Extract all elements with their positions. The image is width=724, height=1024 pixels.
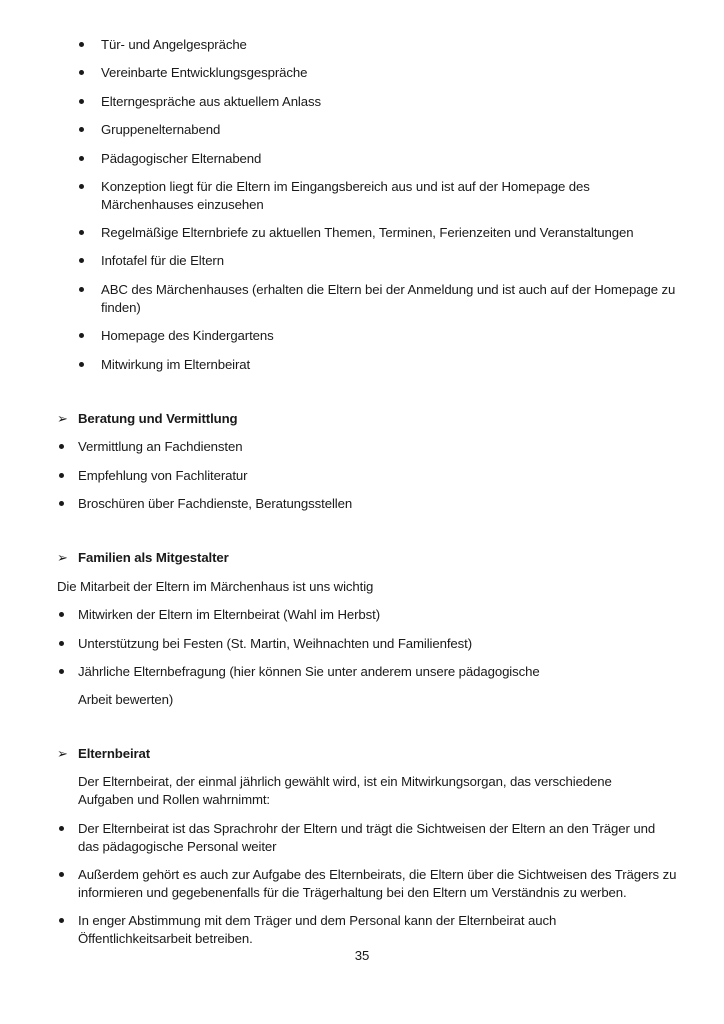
list-item-continuation: Märchenhauses einzusehen bbox=[101, 197, 264, 212]
list-item: ABC des Märchenhauses (erhalten die Eltern bei der Anmeldung und ist auch auf der Homepage zu bbox=[101, 282, 676, 297]
bullet-icon bbox=[59, 473, 64, 478]
list-item: Mitwirken der Eltern im Elternbeirat (Wahl im Herbst) bbox=[78, 607, 380, 622]
bullet-icon bbox=[59, 641, 64, 646]
bullet-icon bbox=[79, 156, 84, 161]
bullet-icon bbox=[59, 612, 64, 617]
list-item: Vermittlung an Fachdiensten bbox=[78, 439, 243, 454]
bullet-icon bbox=[79, 184, 84, 189]
list-item: Konzeption liegt für die Eltern im Eingangsbereich aus und ist auf der Homepage des bbox=[101, 179, 590, 194]
bullet-icon bbox=[79, 70, 84, 75]
list-item: Gruppenelternabend bbox=[101, 122, 221, 137]
list-item: Empfehlung von Fachliteratur bbox=[78, 468, 248, 483]
section-heading: Beratung und Vermittlung bbox=[78, 411, 238, 426]
arrow-bullet-icon: ➢ bbox=[57, 550, 68, 565]
list-item: Vereinbarte Entwicklungsgespräche bbox=[101, 65, 308, 80]
bullet-icon bbox=[79, 362, 84, 367]
bullet-icon bbox=[59, 501, 64, 506]
list-item-continuation: finden) bbox=[101, 300, 141, 315]
bullet-icon bbox=[79, 127, 84, 132]
bullet-icon bbox=[79, 258, 84, 263]
bullet-icon bbox=[59, 444, 64, 449]
bullet-icon bbox=[79, 230, 84, 235]
bullet-icon bbox=[59, 669, 64, 674]
page-number: 35 bbox=[354, 948, 370, 963]
section-heading: Familien als Mitgestalter bbox=[78, 550, 229, 565]
section-intro: Der Elternbeirat, der einmal jährlich gewählt wird, ist ein Mitwirkungsorgan, das verschiedene bbox=[78, 774, 612, 789]
list-item: Unterstützung bei Festen (St. Martin, Weihnachten und Familienfest) bbox=[78, 636, 472, 651]
list-item-continuation: das pädagogische Personal weiter bbox=[78, 839, 277, 854]
section-heading: Elternbeirat bbox=[78, 746, 151, 761]
bullet-icon bbox=[79, 42, 84, 47]
list-item-continuation: Öffentlichkeitsarbeit betreiben. bbox=[78, 931, 253, 946]
bullet-icon bbox=[79, 99, 84, 104]
list-item: In enger Abstimmung mit dem Träger und dem Personal kann der Elternbeirat auch bbox=[78, 913, 557, 928]
section-intro-continuation: Aufgaben und Rollen wahrnimmt: bbox=[78, 792, 270, 807]
bullet-icon bbox=[59, 918, 64, 923]
bullet-icon bbox=[59, 826, 64, 831]
list-item: Der Elternbeirat ist das Sprachrohr der Eltern und trägt die Sichtweisen der Eltern an den Träger und bbox=[78, 821, 656, 836]
list-item: Tür- und Angelgespräche bbox=[101, 37, 247, 52]
section-intro: Die Mitarbeit der Eltern im Märchenhaus ist uns wichtig bbox=[57, 579, 374, 594]
list-item: Broschüren über Fachdienste, Beratungsstellen bbox=[78, 496, 353, 511]
list-item: Außerdem gehört es auch zur Aufgabe des Elternbeirats, die Eltern über die Sichtweisen des Trägers zu bbox=[78, 867, 677, 882]
list-item-continuation: informieren und gegebenenfalls für die Trägerhaltung bei den Eltern um Verständnis zu werben. bbox=[78, 885, 627, 900]
list-item: Mitwirkung im Elternbeirat bbox=[101, 357, 251, 372]
list-item-continuation: Arbeit bewerten) bbox=[78, 692, 174, 707]
list-item: Jährliche Elternbefragung (hier können Sie unter anderem unsere pädagogische bbox=[78, 664, 540, 679]
list-item: Elterngespräche aus aktuellem Anlass bbox=[101, 94, 321, 109]
arrow-bullet-icon: ➢ bbox=[57, 746, 68, 761]
list-item: Infotafel für die Eltern bbox=[101, 253, 224, 268]
bullet-icon bbox=[79, 333, 84, 338]
arrow-bullet-icon: ➢ bbox=[57, 411, 68, 426]
bullet-icon bbox=[79, 287, 84, 292]
bullet-icon bbox=[59, 872, 64, 877]
list-item: Pädagogischer Elternabend bbox=[101, 151, 262, 166]
list-item: Homepage des Kindergartens bbox=[101, 328, 274, 343]
list-item: Regelmäßige Elternbriefe zu aktuellen Themen, Terminen, Ferienzeiten und Veranstaltungen bbox=[101, 225, 634, 240]
